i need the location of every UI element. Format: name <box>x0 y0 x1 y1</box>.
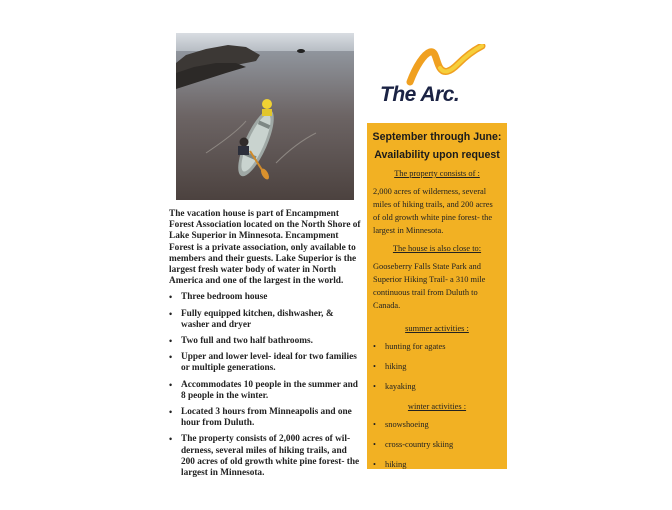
availability-panel <box>367 123 507 469</box>
list-item: • Accommodates 10 people in the summer and 8 people in the winter. <box>169 380 361 402</box>
list-item: • The property consists of 2,000 acres of wil-derness, several miles of hiking trails, and 200 acres of old growth white pine forest- the largest in Minnesota. <box>169 434 361 479</box>
list-item: • hunting for agates <box>373 340 501 353</box>
property-title: The property consists of : <box>394 169 480 178</box>
description-column <box>169 209 361 484</box>
list-item: • snowshoeing <box>373 418 501 431</box>
list-item: • Three bedroom house <box>169 292 361 303</box>
close-title: The house is also close to: <box>392 244 482 253</box>
close-text: Gooseberry Falls State Park and Superior Hiking Trail- a 310 mile continuous trail from Duluth to Canada. <box>373 262 486 310</box>
list-item: • Two full and two half bathrooms. <box>169 336 361 347</box>
panel-body <box>367 167 507 471</box>
winter-title: winter activities : <box>407 402 467 411</box>
heading-line-2: Availability upon request <box>374 149 500 161</box>
summer-title: summer activities : <box>405 324 469 333</box>
canoe-lake-image <box>176 33 354 200</box>
panel-heading <box>367 128 507 164</box>
heading-line-1: September through June: <box>372 131 502 143</box>
list-item: • kayaking <box>373 380 501 393</box>
logo-wordmark: The Arc. <box>380 83 460 106</box>
list-item: • Upper and lower level- ideal for two families or multiple generations. <box>169 352 361 374</box>
winter-list <box>373 418 501 471</box>
list-item: • Located 3 hours from Minneapolis and one hour from Duluth. <box>169 407 361 429</box>
list-item: • cross-country skiing <box>373 438 501 451</box>
property-text: 2,000 acres of wilderness, several miles of hiking trails, and 200 acres of old growth white pine forest- the largest in Minnesota. <box>373 187 493 235</box>
list-item: • hiking <box>373 360 501 373</box>
summer-list <box>373 340 501 393</box>
list-item: • Fully equipped kitchen, dishwasher, & washer and dryer <box>169 309 361 331</box>
features-list <box>169 292 361 479</box>
intro-paragraph: The vacation house is part of Encampment Forest Association located on the North Shore of Lake Superior in Minnesota. Encampment Forest is a private association, only available to members and their guests. Lake Superior is the largest fresh water body of water in North America and one of the largest in the world. <box>169 209 361 287</box>
canoe-photo <box>176 33 354 200</box>
list-item: • hiking <box>373 458 501 471</box>
